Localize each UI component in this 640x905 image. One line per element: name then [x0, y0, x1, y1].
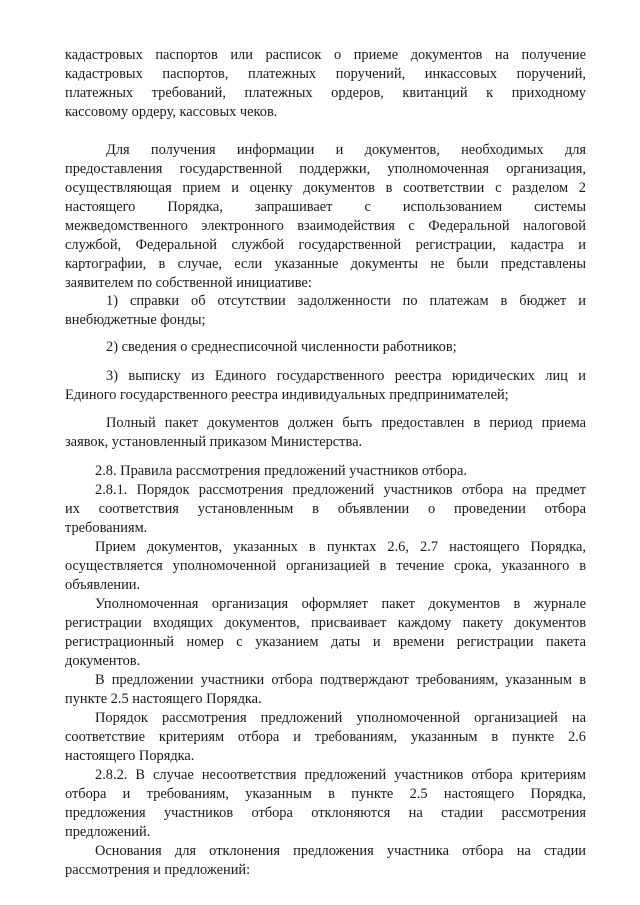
paragraph — [65, 842, 586, 880]
text-line: 2.8.2. В случае несоответствия предложений участников отбора критериям — [95, 767, 586, 783]
text-line: пункте 2.5 настоящего Порядка. — [65, 691, 262, 707]
text-line: отбора и требованиям, указанным в пункте 2.5 настоящего Порядка, — [65, 786, 586, 802]
text-line: Порядок рассмотрения предложений уполномоченной организацией на — [95, 710, 586, 726]
paragraph — [65, 414, 586, 452]
text-line: соответствие критериям отбора и требованиям, указанным в пункте 2.6 — [65, 729, 586, 745]
paragraph — [65, 338, 586, 357]
text-line: осуществляющая прием и оценку документов в соответствии с разделом 2 — [65, 180, 586, 196]
text-line: рассмотрения и предложений: — [65, 862, 251, 878]
text-line: 2.8.1. Порядок рассмотрения предложений участников отбора на предмет — [95, 482, 586, 498]
paragraph — [65, 766, 586, 842]
text-line: 2) сведения о среднесписочной численности работников; — [106, 339, 457, 355]
text-line: кадастровых паспортов или расписок о приеме документов на получение — [65, 47, 586, 63]
text-line: заявителем по собственной инициативе: — [65, 275, 312, 291]
paragraph — [65, 538, 586, 595]
text-line: службой, Федеральной службой государственной регистрации, кадастра и — [65, 237, 586, 253]
text-line: внебюджетные фонды; — [65, 312, 206, 328]
text-line: требованиям. — [65, 520, 148, 536]
text-line: кадастровых паспортов, платежных поручений, инкассовых поручений, — [65, 66, 586, 82]
text-line: картографии, в случае, если указанные документы не были представлены — [65, 256, 586, 272]
paragraph — [65, 462, 586, 481]
text-line: Для получения информации и документов, необходимых для — [106, 142, 586, 158]
text-line: 2.8. Правила рассмотрения предложений участников отбора. — [95, 463, 467, 479]
text-line: Полный пакет документов должен быть предоставлен в период приема — [106, 415, 586, 431]
text-line: 3) выписку из Единого государственного реестра юридических лиц и — [106, 368, 586, 384]
text-line: предложения участников отбора отклоняются на стадии рассмотрения — [65, 805, 586, 821]
text-line: предоставления государственной поддержки, уполномоченная организация, — [65, 161, 586, 177]
text-line: объявлении. — [65, 577, 141, 593]
paragraph — [65, 141, 586, 293]
text-line: Прием документов, указанных в пунктах 2.6, 2.7 настоящего Порядка, — [95, 539, 586, 555]
text-line: настоящего Порядка. — [65, 748, 195, 764]
text-line: предложений. — [65, 824, 151, 840]
text-line: кассовому ордеру, кассовых чеков. — [65, 104, 278, 120]
paragraph — [65, 709, 586, 766]
text-line: документов. — [65, 653, 141, 669]
text-line: Уполномоченная организация оформляет пакет документов в журнале — [95, 596, 586, 612]
text-line: В предложении участники отбора подтверждают требованиям, указанным в — [95, 672, 586, 688]
paragraph — [65, 481, 586, 538]
paragraph — [65, 46, 586, 122]
paragraph — [65, 595, 586, 671]
paragraph — [65, 671, 586, 709]
text-line: межведомственного электронного взаимодействия с Федеральной налоговой — [65, 218, 586, 234]
paragraph — [65, 292, 586, 330]
text-line: платежных требований, платежных ордеров, квитанций к приходному — [65, 85, 586, 101]
text-line: регистрации входящих документов, присваивает каждому пакету документов — [65, 615, 586, 631]
text-line: настоящего Порядка, запрашивает с использованием системы — [65, 199, 586, 215]
text-line: их соответствия установленным в объявлении о проведении отбора — [65, 501, 586, 517]
text-line: Основания для отклонения предложения участника отбора на стадии — [95, 843, 586, 859]
text-line: Единого государственного реестра индивидуальных предпринимателей; — [65, 387, 509, 403]
paragraph — [65, 367, 586, 405]
text-line: осуществляется уполномоченной организацией в течение срока, указанного в — [65, 558, 586, 574]
text-line: 1) справки об отсутствии задолженности по платежам в бюджет и — [106, 293, 586, 309]
text-line: заявок, установленный приказом Министерства. — [65, 434, 363, 450]
text-line: регистрационный номер с указанием даты и времени регистрации пакета — [65, 634, 586, 650]
